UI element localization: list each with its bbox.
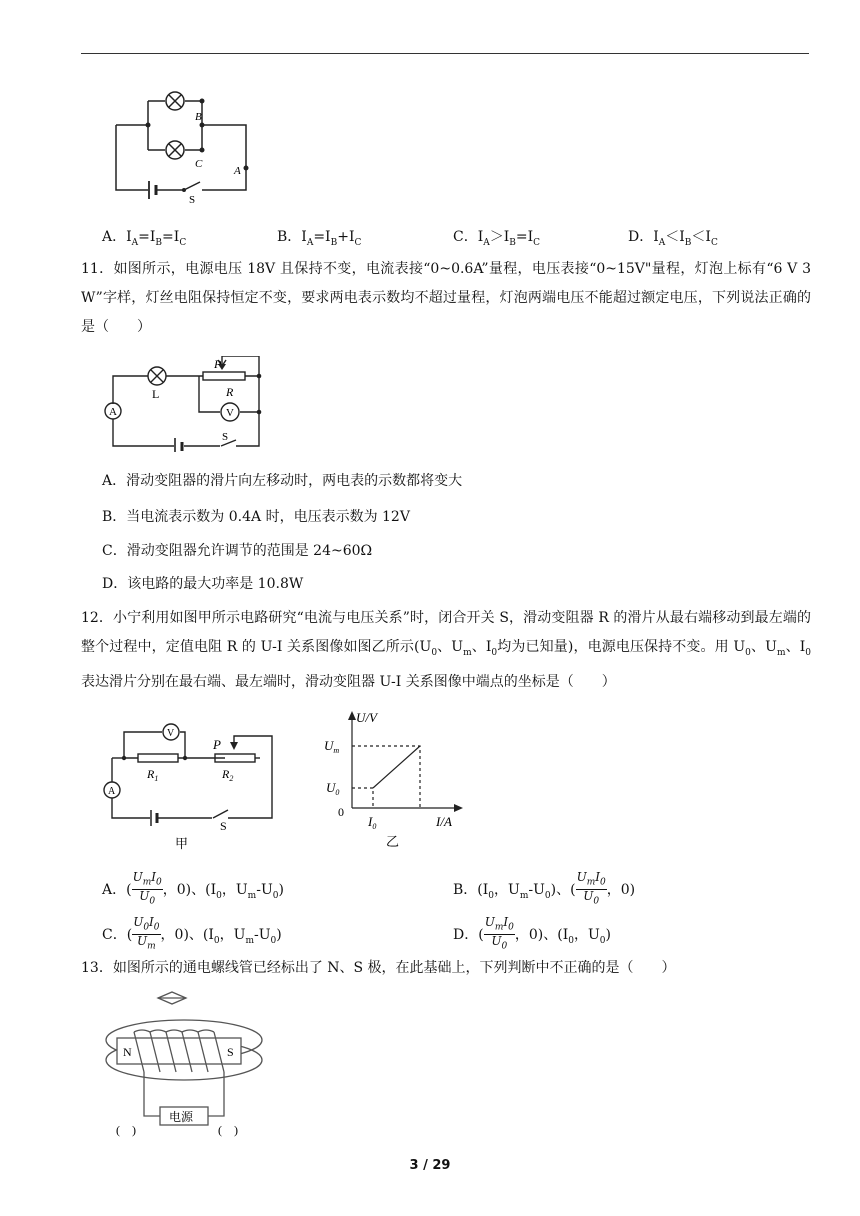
- label-l: L: [152, 387, 160, 401]
- q10-circuit-figure: [108, 88, 258, 206]
- label-p: P: [213, 737, 221, 752]
- caption-jia: 甲: [175, 836, 189, 851]
- label-r2: $R_2$: [222, 767, 234, 783]
- label-ammeter: A: [109, 406, 117, 418]
- q11-circuit-figure: [102, 356, 268, 452]
- q10-option-a[interactable]: A．$I_A=I_B=I_C$: [102, 229, 187, 248]
- q11-option-b[interactable]: B．当电流表示数为 0.4A 时，电压表示数为 12V: [102, 509, 410, 525]
- label-s: S: [189, 194, 196, 206]
- left-blank: ( ): [116, 1123, 136, 1137]
- label-s: S: [220, 819, 227, 833]
- label-r1: $R_1$: [147, 767, 159, 783]
- q12-option-d[interactable]: D．( $\frac{U_mI_0}{U_0}$ ，0)、($I_0$，$U_0$): [453, 915, 611, 952]
- label-voltmeter: V: [226, 407, 234, 419]
- label-i0: $I_0$: [368, 814, 377, 831]
- y-axis-label: U/V: [356, 710, 377, 725]
- q13-stem: 13．如图所示的通电螺线管已经标出了 N、S 极，在此基础上，下列判断中不正确的是（ ）: [81, 960, 676, 976]
- header-rule: [81, 53, 809, 54]
- q10-option-b[interactable]: B．$I_A=I_B+I_C$: [277, 229, 362, 248]
- q12-option-b[interactable]: B．($I_0$，$U_m-U_0$)、( $\frac{U_mI_0}{U_0}$ ，0): [453, 870, 636, 907]
- q11-option-a[interactable]: A．滑动变阻器的滑片向左移动时，两电表的示数都将变大: [102, 473, 463, 489]
- label-power-source: 电源: [169, 1110, 194, 1124]
- right-blank: ( ): [218, 1123, 238, 1137]
- caption-yi: 乙: [386, 834, 400, 849]
- label-origin: 0: [338, 805, 344, 819]
- q11-stem: 11．如图所示，电源电压 18V 且保持不变，电流表接“0~0.6A”量程，电压表接“0~15V"量程，灯泡上标有“6 V 3 W”字样，灯丝电阻保持恒定不变，要求两电表示数均不超过量程，灯泡两端电压不能超过额定电压，下列说法正确的是（ ）: [81, 261, 811, 335]
- q11-option-c[interactable]: C．滑动变阻器允许调节的范围是 24~60Ω: [102, 543, 373, 559]
- label-p: P: [214, 357, 222, 371]
- label-b: B: [195, 111, 202, 123]
- label-s: S: [227, 1045, 234, 1059]
- q12-option-c[interactable]: C．( $\frac{U_0I_0}{U_m}$ ，0)、($I_0$，$U_m-U_0$): [102, 915, 282, 952]
- q10-option-c[interactable]: C．$I_A>I_B=I_C$: [453, 229, 541, 248]
- label-ammeter: A: [108, 786, 116, 797]
- q11-option-d[interactable]: D．该电路的最大功率是 10.8W: [102, 576, 304, 592]
- label-n: N: [123, 1045, 132, 1059]
- label-u0: $U_0$: [326, 780, 340, 797]
- q10-option-d[interactable]: D．$I_A<I_B<I_C$: [628, 229, 718, 248]
- label-r: R: [226, 385, 234, 399]
- label-s: S: [222, 431, 229, 443]
- q13-solenoid-figure: [100, 988, 270, 1138]
- page-number: 3 / 29: [409, 1158, 451, 1173]
- label-voltmeter: V: [167, 728, 175, 739]
- label-um: $U_m$: [324, 738, 340, 755]
- q12-option-a[interactable]: A．( $\frac{U_mI_0}{U_0}$ ，0)、($I_0$，$U_m-U_0$): [102, 870, 284, 907]
- q12-stem: 12．小宁利用如图甲所示电路研究“电流与电压关系”时，闭合开关 S，滑动变阻器 R 的滑片从最右端移动到最左端的整个过程中，定值电阻 R 的 U-I 关系图像如图乙所示($U_0$、$U_m$、$I_0$均为已知量)，电源电压保持不变。用 $U_0$、$U_m$、$I_0$表达滑片分别在最右端、最左端时，滑动变阻器 U-I 关系图像中端点的坐标是（ ）: [81, 610, 811, 690]
- x-axis-label: I/A: [436, 814, 452, 829]
- q12-ui-graph: [318, 708, 468, 852]
- label-c: C: [195, 158, 203, 170]
- q12-circuit-figure: [100, 718, 280, 854]
- label-a: A: [234, 165, 241, 177]
